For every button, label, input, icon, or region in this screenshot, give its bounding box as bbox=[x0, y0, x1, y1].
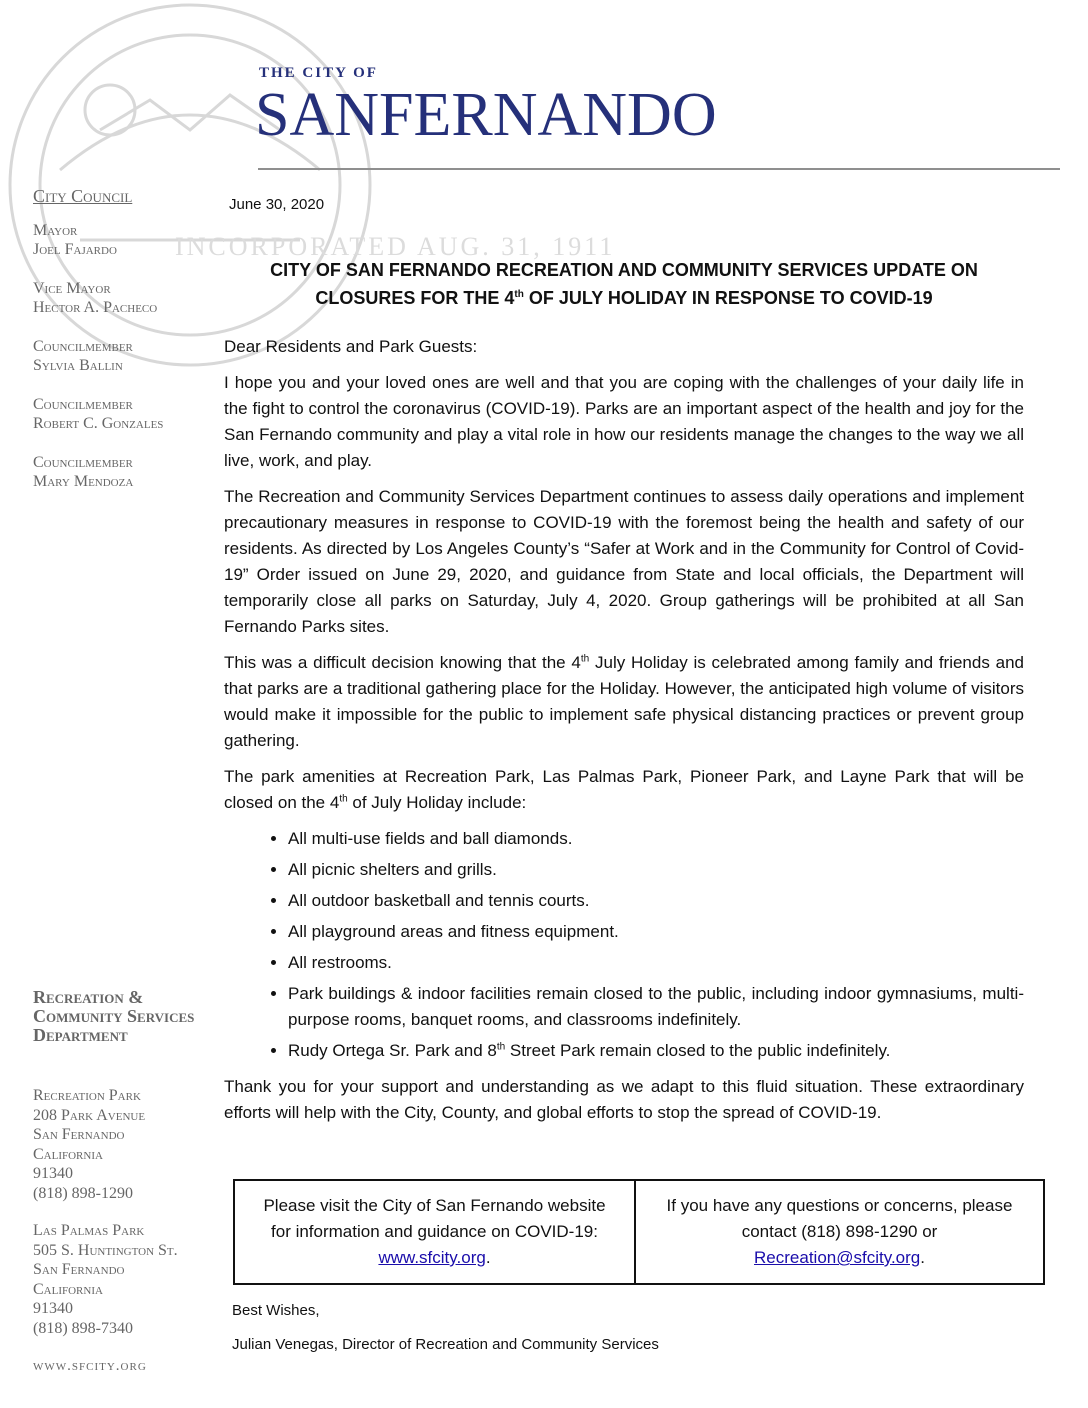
city-logo bbox=[255, 60, 775, 160]
list-item: • All picnic shelters and grills. bbox=[288, 857, 1024, 883]
email-link[interactable]: Recreation@sfcity.org bbox=[754, 1248, 921, 1267]
list-item: • Park buildings & indoor facilities remain closed to the public, including indoor gymnasiums, multi-purpose rooms, banquet rooms, and classrooms indefinitely. bbox=[288, 981, 1024, 1033]
bullet-last-sup: th bbox=[496, 1041, 506, 1053]
paragraph-2: The Recreation and Community Services Department continues to assess daily operations and implement precautionary measures in response to COVID-19 with the foremost being the health and safety of our residents. As directed by Los Angeles County’s “Safer at Work and in the Community for Control of Covid-19” Order issued on June 29, 2020, and guidance from State and local officials, the Department will temporarily close all parks on Saturday, July 4, 2020. Group gatherings will be prohibited at all San Fernando Parks sites. bbox=[224, 487, 1024, 636]
website-link[interactable]: www.sfcity.org bbox=[378, 1248, 486, 1267]
info-box-website: Please visit the City of San Fernando website for information and guidance on COVID-19: www.sfcity.org. bbox=[263, 1196, 606, 1267]
closures-list bbox=[224, 826, 1024, 1064]
seal-text: INCORPORATED AUG. 31, 1911 bbox=[175, 232, 616, 261]
title-line-2-pre: CLOSURES FOR THE 4 bbox=[315, 288, 515, 308]
list-item: • All outdoor basketball and tennis courts. bbox=[288, 888, 1024, 914]
logo-small-text: THE CITY OF bbox=[259, 65, 378, 81]
list-item: • All restrooms. bbox=[288, 950, 1024, 976]
location-name: Recreation Park bbox=[33, 1087, 141, 1104]
para4-post: of July Holiday include: bbox=[347, 793, 527, 812]
location-address bbox=[33, 1221, 233, 1338]
para3-sup: th bbox=[580, 653, 590, 665]
member-name: Hector A. Pacheco bbox=[33, 299, 158, 316]
title-line-2-post: OF JULY HOLIDAY IN RESPONSE TO COVID-19 bbox=[523, 288, 933, 308]
letter-title bbox=[224, 256, 1024, 312]
member-name: Sylvia Ballin bbox=[33, 357, 123, 374]
member-role: Councilmember bbox=[33, 396, 133, 413]
council-member bbox=[33, 453, 208, 491]
council-member bbox=[33, 395, 208, 433]
member-role: Councilmember bbox=[33, 338, 133, 355]
info-box bbox=[233, 1179, 1045, 1285]
bullet-last-post: Street Park remain closed to the public indefinitely. bbox=[505, 1041, 891, 1060]
paragraph-3 bbox=[224, 650, 1024, 754]
contact-info-text: If you have any questions or concerns, please contact (818) 898-1290 or bbox=[666, 1196, 1013, 1241]
logo-big-text: SANFERNANDO bbox=[255, 81, 717, 149]
title-line-2-sup: th bbox=[514, 289, 524, 300]
location-name: Las Palmas Park bbox=[33, 1222, 145, 1239]
title-line-1: CITY OF SAN FERNANDO RECREATION AND COMMUNITY SERVICES UPDATE ON bbox=[270, 260, 978, 280]
location-state: California bbox=[33, 1145, 103, 1163]
letter-body bbox=[224, 192, 1024, 1136]
para3-post: July Holiday is celebrated among family and friends and that parks are a traditional gathering place for the Holiday. However, the anticipated high volume of visitors would make it impossible for the public to implement safe physical distancing practices or prevent group gathering. bbox=[224, 653, 1024, 750]
member-name: Mary Mendoza bbox=[33, 473, 134, 490]
website-info-text: Please visit the City of San Fernando website for information and guidance on COVID-19: bbox=[263, 1196, 606, 1241]
council-member bbox=[33, 221, 208, 259]
member-role: Vice Mayor bbox=[33, 280, 111, 297]
location-phone: (818) 898-7340 bbox=[33, 1319, 133, 1337]
header-rule bbox=[258, 168, 1060, 170]
info-box-contact: If you have any questions or concerns, please contact (818) 898-1290 or Recreation@sfcity.org. bbox=[634, 1181, 1043, 1283]
para3-pre: This was a difficult decision knowing that the 4 bbox=[224, 653, 581, 672]
council-heading: City Council bbox=[33, 186, 133, 206]
list-item: • All playground areas and fitness equipment. bbox=[288, 919, 1024, 945]
member-role: Councilmember bbox=[33, 454, 133, 471]
letter-date: June 30, 2020 bbox=[229, 196, 325, 213]
location-street: 208 Park Avenue bbox=[33, 1106, 146, 1124]
sidebar-website[interactable]: www.sfcity.org bbox=[33, 1358, 147, 1374]
location-city: San Fernando bbox=[33, 1126, 125, 1143]
council-member bbox=[33, 279, 208, 317]
paragraph-5: Thank you for your support and understanding as we adapt to this fluid situation. These extraordinary efforts will help with the City, County, and global efforts to stop the spread of COVID-19. bbox=[224, 1077, 1024, 1122]
location-street: 505 S. Huntington St. bbox=[33, 1241, 178, 1259]
paragraph-4 bbox=[224, 764, 1024, 816]
signature: Julian Venegas, Director of Recreation and Community Services bbox=[232, 1336, 659, 1353]
location-state: California bbox=[33, 1280, 103, 1298]
para4-sup: th bbox=[339, 793, 348, 805]
location-phone: (818) 898-1290 bbox=[33, 1184, 133, 1202]
paragraph-1: I hope you and your loved ones are well and that you are coping with the challenges of your daily life in the fight to control the coronavirus (COVID-19). Parks are an important aspect of the health and joy for the San Fernando community and play a vital role in how our residents manage the changes to the way we all live, work, and play. bbox=[224, 373, 1024, 470]
location-address bbox=[33, 1086, 233, 1203]
location-zip: 91340 bbox=[33, 1300, 73, 1317]
member-name: Robert C. Gonzales bbox=[33, 415, 164, 432]
location-zip: 91340 bbox=[33, 1165, 73, 1182]
bullet-last-pre: Rudy Ortega Sr. Park and 8 bbox=[288, 1041, 497, 1060]
member-role: Mayor bbox=[33, 222, 78, 239]
para4-pre: The park amenities at Recreation Park, Las Palmas Park, Pioneer Park, and Layne Park that will be closed on the 4 bbox=[224, 767, 1024, 812]
council-member bbox=[33, 337, 208, 375]
salutation: Dear Residents and Park Guests: bbox=[224, 337, 478, 356]
list-item bbox=[288, 1038, 1024, 1064]
closing: Best Wishes, bbox=[232, 1302, 320, 1319]
city-council-sidebar bbox=[33, 186, 208, 511]
member-name: Joel Fajardo bbox=[33, 241, 117, 258]
location-city: San Fernando bbox=[33, 1261, 125, 1278]
department-name: Recreation & Community Services Department bbox=[33, 987, 195, 1045]
list-item: • All multi-use fields and ball diamonds. bbox=[288, 826, 1024, 852]
